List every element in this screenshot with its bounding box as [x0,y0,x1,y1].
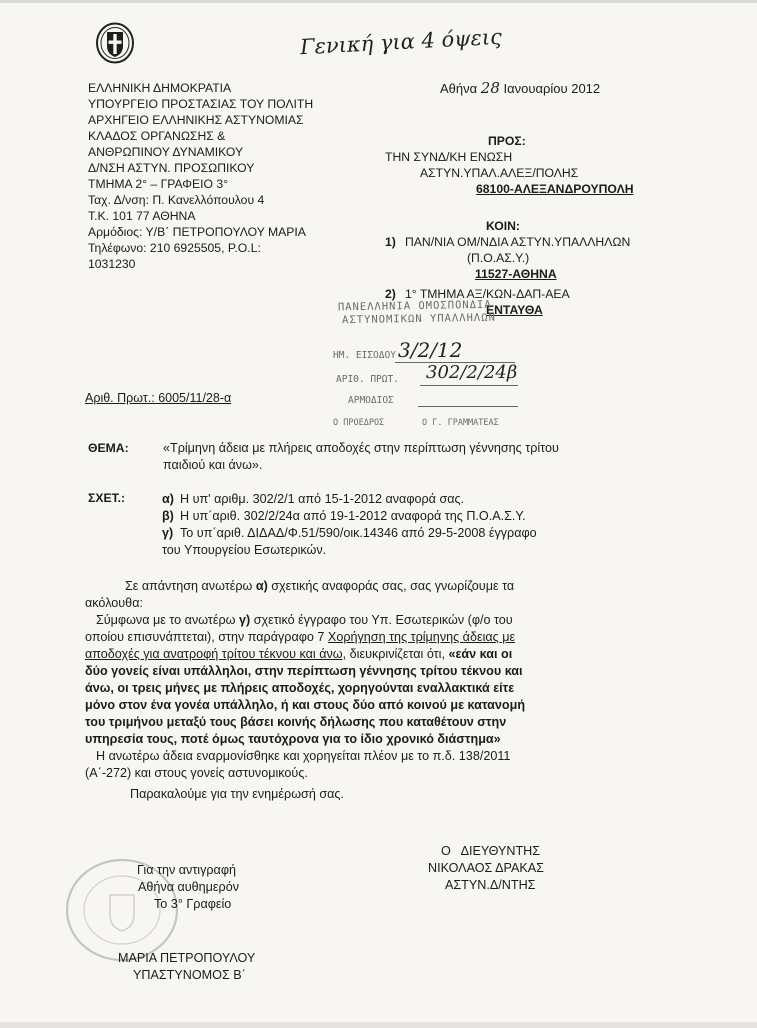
copy-line: Για την αντιγραφή [137,863,237,877]
stamp-field-line [418,406,518,407]
sender-line: Τηλέφωνο: 210 6925505, P.O.L: [88,241,261,255]
signature-rank: ΑΣΤΥΝ.Δ/ΝΤΗΣ [445,878,536,892]
sender-line: ΥΠΟΥΡΓΕΙΟ ΠΡΟΣΤΑΣΙΑΣ ΤΟΥ ΠΟΛΙΤΗ [88,97,314,111]
stamp-label: Ο Γ. ΓΡΑΜΜΑΤΕΑΣ [422,418,499,428]
body-bold-line: του τριμήνου μεταξύ τους βάσει κοινής δήλωσης που καταθέτουν στην [85,715,507,729]
ref-key: β) [162,509,174,523]
protocol-number: Αριθ. Πρωτ.: 6005/11/28-α [85,391,232,405]
stamp-org-line: ΑΣΤΥΝΟΜΙΚΩΝ ΥΠΑΛΛΗΛΩΝ [342,311,496,327]
handwritten-note: Γενική για 4 όψεις [299,24,503,60]
body-line [85,646,512,663]
body-text: οποίου επισυνάπτεται), στην παράγραφο 7 [85,630,325,644]
ref-text: του Υπουργείου Εσωτερικών. [162,543,327,557]
ref-key: α) [162,492,174,506]
body-bold-text: «εάν και οι [448,647,513,661]
document-date [440,80,600,97]
copy-line: Αθήνα αυθημερόν [138,880,239,894]
signature-name: ΝΙΚΟΛΑΟΣ ΔΡΑΚΑΣ [428,861,544,875]
date-rest: Ιανουαρίου 2012 [503,81,601,96]
subject-text: παιδιού και άνω». [163,458,263,472]
sender-line: Δ/ΝΣΗ ΑΣΤΥΝ. ΠΡΟΣΩΠΙΚΟΥ [88,161,255,175]
body-key: γ) [239,613,251,627]
body-underlined-text: Χορήγηση της τρίμηνης άδειας με [327,630,516,644]
cc-heading: ΚΟΙΝ: [486,219,520,233]
ref-key: γ) [162,526,174,540]
subject-text: «Τρίμηνη άδεια με πλήρεις αποδοχές στην περίπτωση γέννησης τρίτου [163,441,559,455]
sender-line: Ταχ. Δ/νση: Π. Κανελλόπουλου 4 [88,193,265,207]
body-bold-line: δύο γονείς είναι υπάλληλοι, στην περίπτωση γέννησης τρίτου τέκνου και [85,664,523,678]
sender-block [88,80,313,272]
date-day: 28 [480,79,500,97]
recipient-line: ΤΗΝ ΣΥΝΔ/ΚΗ ΕΝΩΣΗ [385,150,513,164]
body-paragraph [125,578,514,595]
body-line [85,629,515,646]
recipient-city: 68100-ΑΛΕΞΑΝΔΡΟΥΠΟΛΗ [476,182,634,196]
stamp-date-in: 3/2/12 [398,338,463,362]
body-paragraph [96,612,513,629]
sender-line: Τ.Κ. 101 77 ΑΘΗΝΑ [88,209,196,223]
reception-stamp [338,299,496,328]
signature-title: Ο ΔΙΕΥΘΥΝΤΗΣ [441,844,541,858]
stamp-field-line [420,385,518,386]
sender-line: ΚΛΑΔΟΣ ΟΡΓΑΝΩΣΗΣ & [88,129,226,143]
body-text: Σύμφωνα με το ανωτέρω [96,613,236,627]
body-text: Η ανωτέρω άδεια εναρμονίσθηκε και χορηγείται πλέον με το π.δ. 138/2011 [96,749,511,763]
scan-edge-bottom [0,1022,757,1028]
copy-line: Το 3° Γραφείο [154,897,232,911]
stamp-label: ΑΡΙΘ. ΠΡΩΤ. [336,374,399,385]
refs-label: ΣΧΕΤ.: [88,491,126,505]
body-bold-line: άνω, οι τρεις μήνες με πλήρεις αποδοχές, χορηγούνται εναλλακτικά είτε [85,681,515,695]
sender-line: Αρμόδιος: Υ/Β΄ ΠΕΤΡΟΠΟΥΛΟΥ ΜΑΡΙΑ [88,225,306,239]
cc-item-line: 1° ΤΜΗΜΑ ΑΞ/ΚΩΝ-ΔΑΠ-ΑΕΑ [405,287,570,301]
sender-line: 1031230 [88,257,136,271]
cc-item-number: 1) [385,235,396,249]
cc-item-line: ΠΑΝ/ΝΙΑ ΟΜ/ΝΔΙΑ ΑΣΤΥΝ.ΥΠΑΛΛΗΛΩΝ [405,235,631,249]
cc-item-number: 2) [385,287,396,301]
cc-item-line: (Π.Ο.ΑΣ.Υ.) [467,251,530,265]
body-text: (Α΄-272) και στους γονείς αστυνομικούς. [85,766,308,780]
body-bold-line: υπηρεσία τους, ποτέ όμως ταυτόχρονα για το ίδιο χρονικό διάστημα» [85,732,501,746]
ref-text: Το υπ΄αριθ. ΔΙΔΑΔ/Φ.51/590/οικ.14346 από 29-5-2008 έγγραφο [180,526,537,540]
ref-text: Η υπ' αριθμ. 302/2/1 από 15-1-2012 αναφορά σας. [180,492,465,506]
copy-signer-name: ΜΑΡΙΑ ΠΕΤΡΟΠΟΥΛΟΥ [118,951,256,965]
greek-coat-of-arms-icon [95,22,135,64]
recipient-line: ΑΣΤΥΝ.ΥΠΑΛ.ΑΛΕΞ/ΠΟΛΗΣ [420,166,579,180]
scan-edge-top [0,0,757,3]
sender-line: ΑΡΧΗΓΕΙΟ ΕΛΛΗΝΙΚΗΣ ΑΣΤΥΝΟΜΙΑΣ [88,113,304,127]
stamp-label: ΗΜ. ΕΙΣΟΔΟΥ [333,350,396,361]
cc-item-city: ΕΝΤΑΥΘΑ [486,303,543,317]
stamp-label: Ο ΠΡΟΕΔΡΟΣ [333,418,385,428]
copy-signer-rank: ΥΠΑΣΤΥΝΟΜΟΣ Β΄ [133,968,246,982]
body-text: διευκρινίζεται ότι, [349,647,445,661]
body-text: σχετικό έγγραφο του Υπ. Εσωτερικών (φ/ο του [253,613,513,627]
stamp-prot-number: 302/2/24β [426,362,518,383]
stamp-org-line: ΠΑΝΕΛΛΗΝΙΑ ΟΜΟΣΠΟΝΔΙΑ [337,298,492,314]
recipient-heading: ΠΡΟΣ: [488,134,526,148]
cc-item-city: 11527-ΑΘΗΝΑ [475,267,557,281]
sender-line: ΑΝΘΡΩΠΙΝΟΥ ΔΥΝΑΜΙΚΟΥ [88,145,244,159]
body-text: ακόλουθα: [85,596,143,610]
date-prefix: Αθήνα [440,81,478,96]
body-underlined-text: αποδοχές για ανατροφή τρίτου τέκνου και άνω, [85,647,347,661]
body-bold-line: μόνο στον ένα γονέα υπάλληλο, ή και στους δύο από κοινού με κατανομή [85,698,526,712]
sender-line: ΤΜΗΜΑ 2° – ΓΡΑΦΕΙΟ 3° [88,177,229,191]
ref-text: Η υπ΄αριθ. 302/2/24α από 19-1-2012 αναφορά της Π.Ο.Α.Σ.Υ. [180,509,526,523]
body-text: Σε απάντηση ανωτέρω [125,579,253,593]
subject-label: ΘΕΜΑ: [88,441,129,455]
body-key: α) [255,579,268,593]
sender-line: ΕΛΛΗΝΙΚΗ ΔΗΜΟΚΡΑΤΙΑ [88,81,232,95]
stamp-label: ΑΡΜΟΔΙΟΣ [348,395,394,406]
body-closing: Παρακαλούμε για την ενημέρωσή σας. [130,787,344,801]
body-text: σχετικής αναφοράς σας, σας γνωρίζουμε τα [271,579,515,593]
